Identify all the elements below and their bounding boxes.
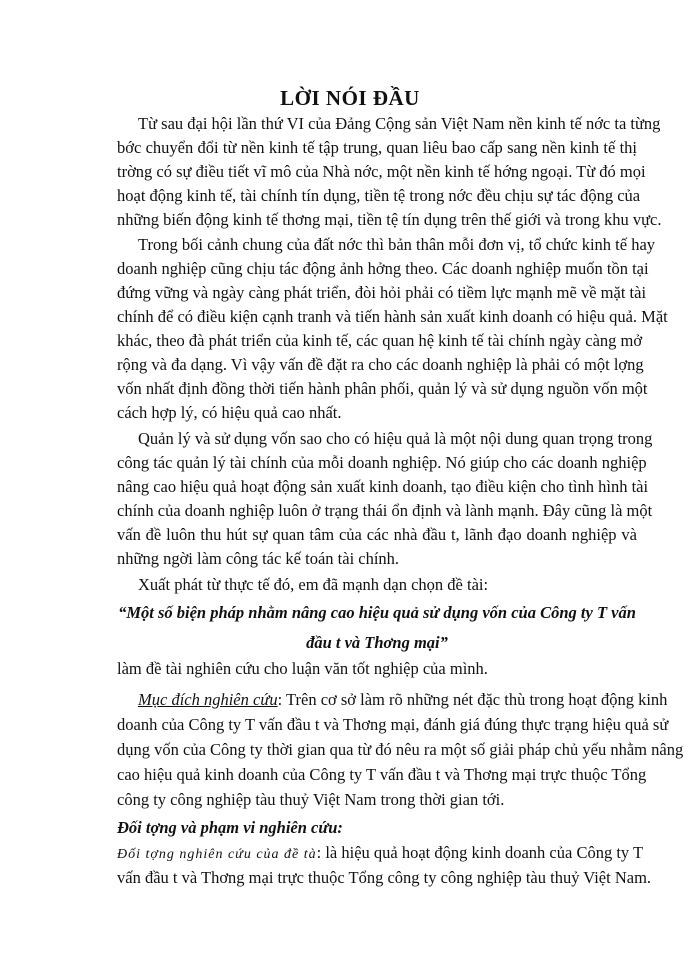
scope-line-1: Đối tợng nghiên cứu của đề tà: là hiệu quả hoạt động kinh doanh của Công ty T xyxy=(117,843,644,862)
para2-line-5: khác, theo đà phát triển của kinh tế, các quan hệ kinh tế tài chính ngày càng mở xyxy=(117,331,643,350)
para1-line-4: hoạt động kinh tế, tài chính tín dụng, tiền tệ trong nớc đều chịu sự tác động của xyxy=(117,186,641,205)
para3-line-6: những ngời làm công tác kế toán tài chính. xyxy=(117,549,400,568)
para3-line-2: công tác quản lý tài chính của mỗi doanh nghiệp. Nó giúp cho các doanh nghiệp xyxy=(117,453,647,472)
purpose-line-5: công ty công nghiệp tàu thuỷ Việt Nam trong thời gian tới. xyxy=(117,790,505,809)
para2-line-7: vốn nhất định đồng thời tiến hành phân phối, quản lý và sử dụng nguồn vốn một xyxy=(117,379,648,398)
para5-line: làm đề tài nghiên cứu cho luận văn tốt nghiệp của mình. xyxy=(117,659,488,678)
scope-sub-heading: Đối tợng nghiên cứu của đề tà xyxy=(117,847,317,862)
para3-line-4: chính của doanh nghiệp luôn ở trạng thái ổn định và lành mạnh. Đây cũng là một xyxy=(117,501,653,520)
para1-line-1: Từ sau đại hội lần thứ VI của Đảng Cộng sản Việt Nam nền kinh tế nớc ta từng xyxy=(138,114,661,133)
para1-line-3: trờng có sự điều tiết vĩ mô của Nhà nớc, một nền kinh tế hớng ngoại. Từ đó mọi xyxy=(117,162,646,181)
para3-line-1: Quản lý và sử dụng vốn sao cho có hiệu quả là một nội dung quan trọng trong xyxy=(138,429,653,448)
topic-line-2: đầu t và Thơng mại” xyxy=(306,633,448,652)
scope-heading: Đối tợng và phạm vi nghiên cứu: xyxy=(117,818,343,837)
topic-line-1: “Một số biện pháp nhằm nâng cao hiệu quả sử dụng vốn của Công ty T vấn xyxy=(118,603,636,622)
purpose-heading: Mục đích nghiên cứu xyxy=(138,690,278,709)
purpose-line-3: dụng vốn của Công ty thời gian qua từ đó nêu ra một số giải pháp chủ yếu nhằm nâng xyxy=(117,740,684,759)
para1-line-5: những biến động kinh tế thơng mại, tiền tệ tín dụng trên thế giới và trong khu vực. xyxy=(117,210,662,229)
para3-line-3: nâng cao hiệu quả hoạt động sản xuất kinh doanh, tạo điều kiện cho tình hình tài xyxy=(117,477,649,496)
para3-line-5: vấn đề luôn thu hút sự quan tâm của các nhà đầu t, lãnh đạo doanh nghiệp và xyxy=(117,525,637,544)
para2-line-8: cách hợp lý, có hiệu quả cao nhất. xyxy=(117,403,342,422)
purpose-line-1: Mục đích nghiên cứu: Trên cơ sở làm rõ những nét đặc thù trong hoạt động kinh xyxy=(138,690,668,709)
para4-line: Xuất phát từ thực tế đó, em đã mạnh dạn chọn đề tài: xyxy=(138,575,489,594)
para1-line-2: bớc chuyển đổi từ nền kinh tế tập trung, quan liêu bao cấp sang nền kinh tế thị xyxy=(117,138,637,157)
scope-line-2: vấn đầu t và Thơng mại trực thuộc Tổng công ty công nghiệp tàu thuỷ Việt Nam. xyxy=(117,868,652,887)
para2-line-6: rộng và đa dạng. Vì vậy vấn đề đặt ra cho các doanh nghiệp là phải có một lợng xyxy=(117,355,644,374)
page-title: LỜI NÓI ĐẦU xyxy=(280,86,420,110)
para2-line-4: chính để có điều kiện cạnh tranh và tiến hành sản xuất kinh doanh có hiệu quả. Mặt xyxy=(117,307,668,326)
purpose-line-2: doanh của Công ty T vấn đầu t và Thơng mại, đánh giá đúng thực trạng hiệu quả sử xyxy=(117,715,669,734)
para2-line-2: doanh nghiệp cũng chịu tác động ảnh hởng theo. Các doanh nghiệp muốn tồn tại xyxy=(117,259,649,278)
para2-line-3: đứng vững và ngày càng phát triển, đòi hỏi phải có tiềm lực mạnh mẽ về mặt tài xyxy=(117,283,647,302)
purpose-line-4: cao hiệu quả kinh doanh của Công ty T vấn đầu t và Thơng mại trực thuộc Tổng xyxy=(117,765,647,784)
para2-line-1: Trong bối cảnh chung của đất nớc thì bản thân mỗi đơn vị, tổ chức kinh tế hay xyxy=(138,235,656,254)
